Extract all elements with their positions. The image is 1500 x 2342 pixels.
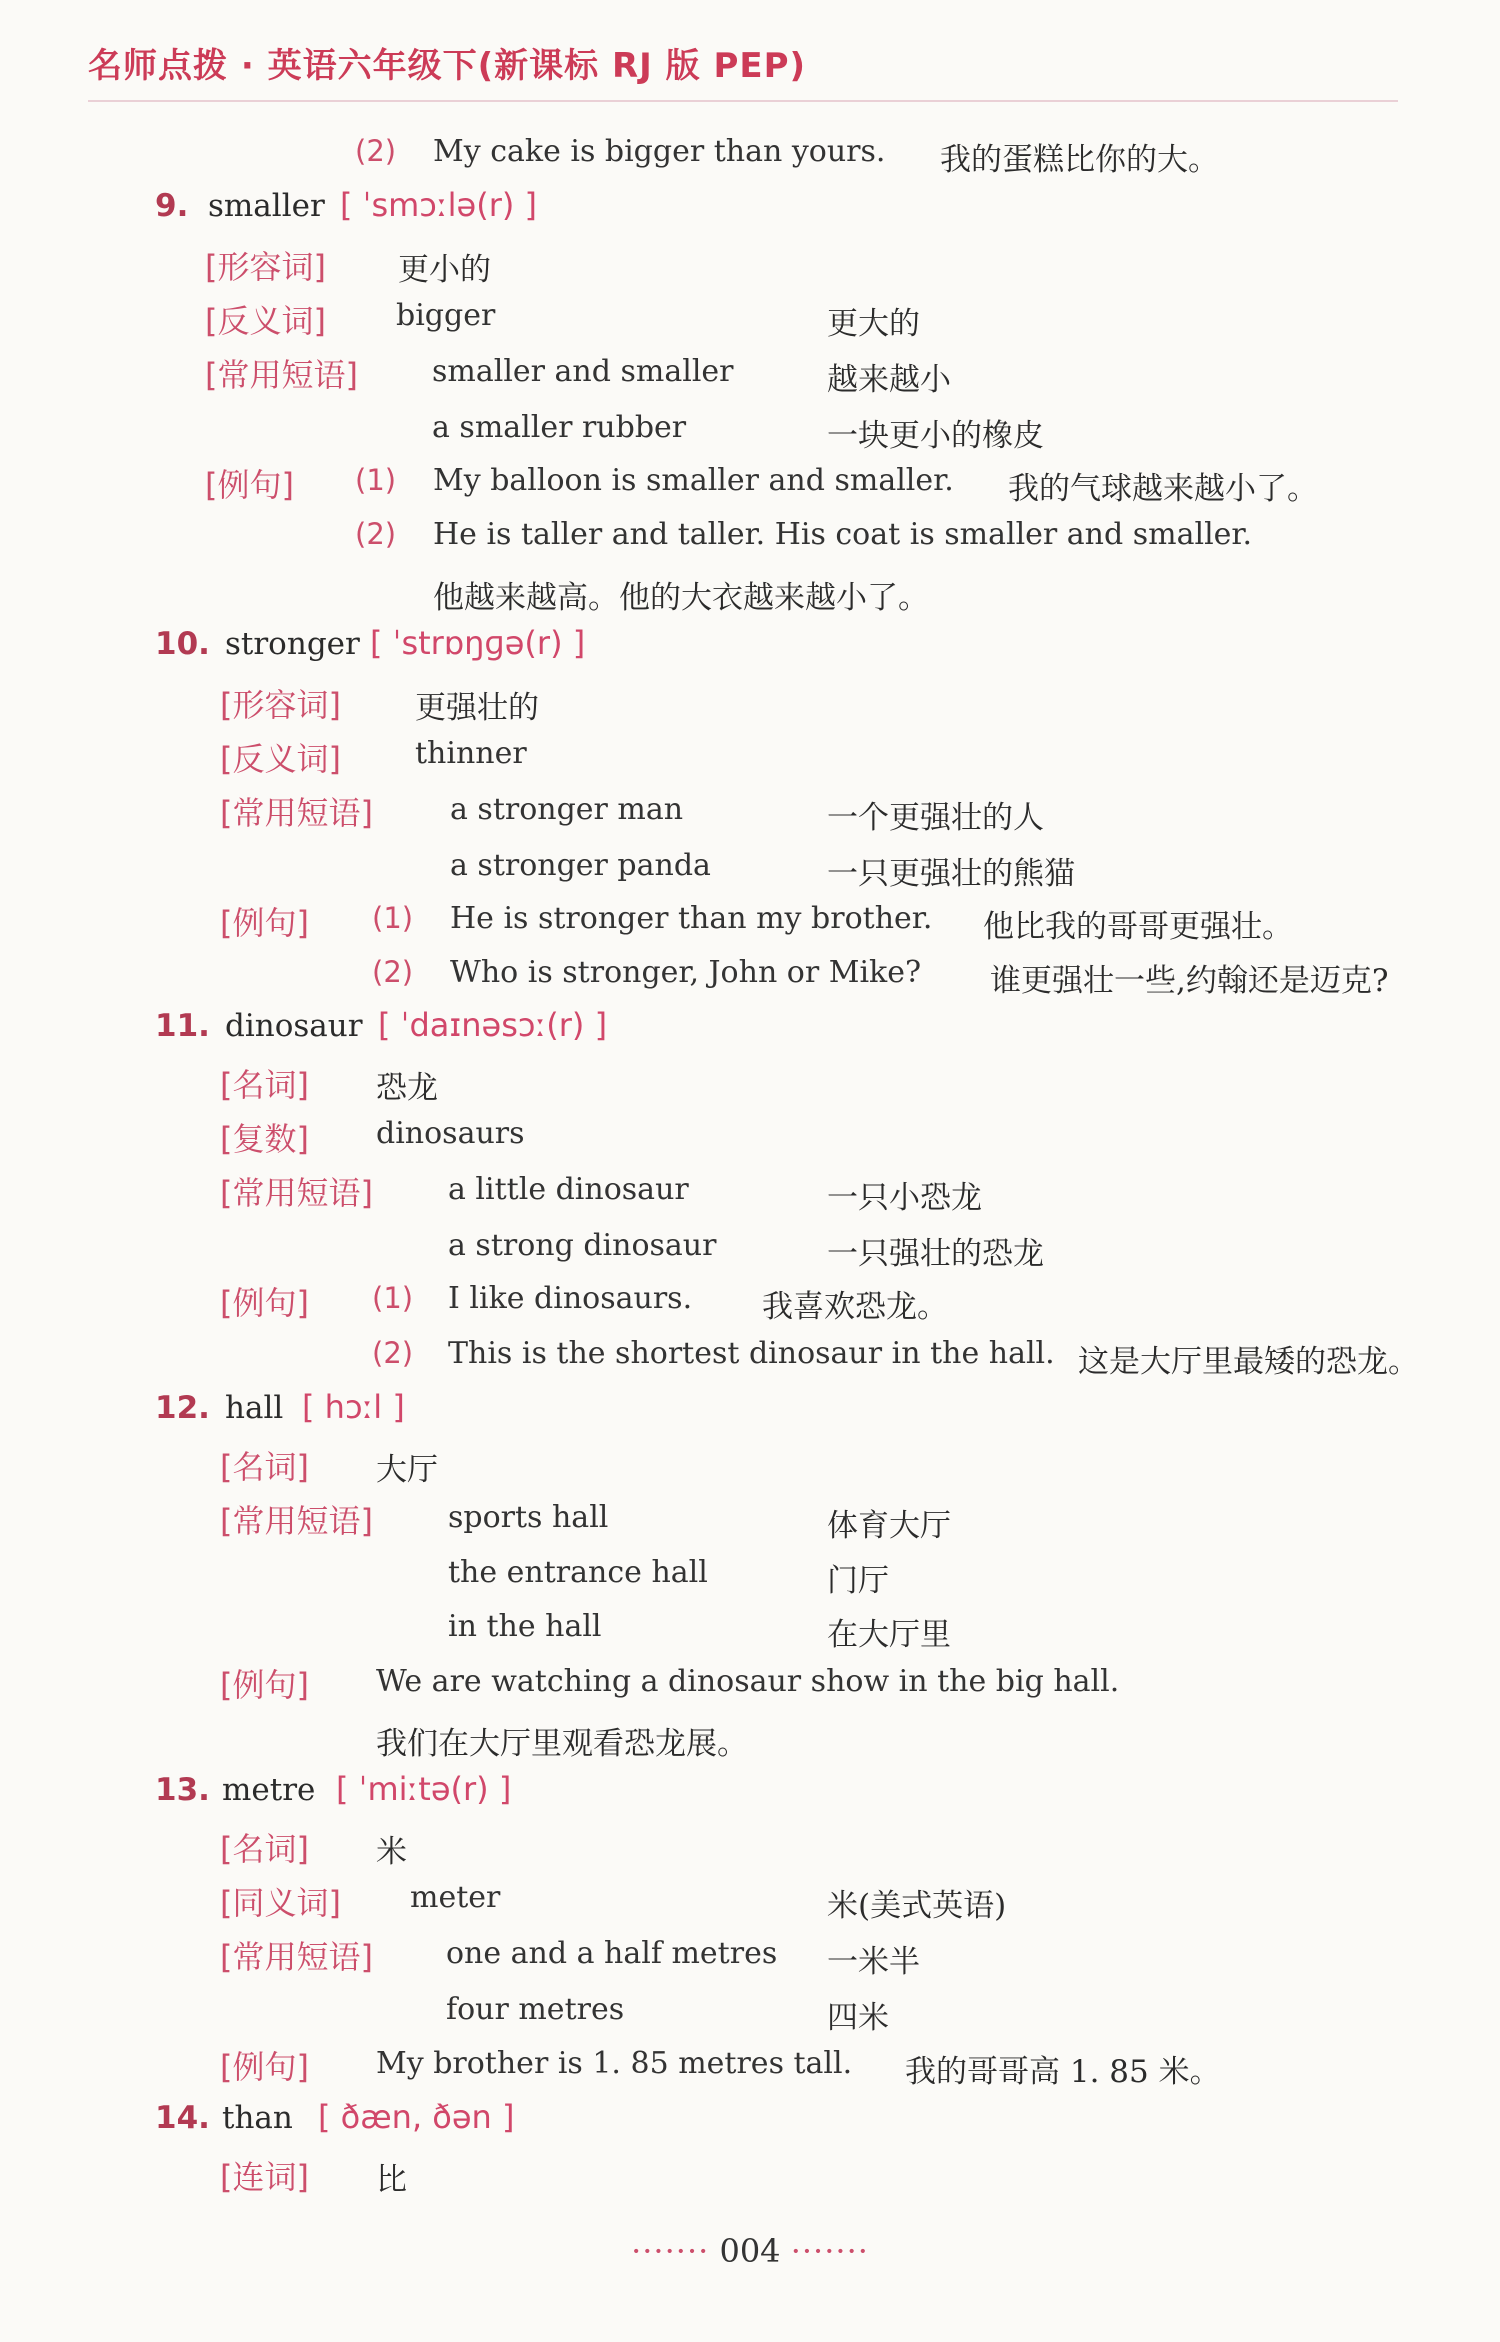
antonym-chinese: 更大的 xyxy=(827,306,920,342)
phrase-chinese: 一只小恐龙 xyxy=(827,1180,982,1216)
example-chinese: 我们在大厅里观看恐龙展。 xyxy=(376,1726,748,1762)
phrase-chinese: 一米半 xyxy=(827,1944,920,1980)
example-chinese: 我的气球越来越小了。 xyxy=(1008,471,1318,507)
example-chinese: 他比我的哥哥更强壮。 xyxy=(983,909,1293,945)
phrase-chinese: 门厅 xyxy=(827,1563,889,1599)
example-english: We are watching a dinosaur show in the big hall. xyxy=(376,1664,1120,1699)
label-phrases: [常用短语] xyxy=(205,356,358,394)
label-phrases: [常用短语] xyxy=(220,794,373,832)
phrase-english: a little dinosaur xyxy=(448,1172,689,1207)
phrase-chinese: 体育大厅 xyxy=(827,1508,951,1544)
entry-phonetic: [ ˈsmɔːlə(r) ] xyxy=(340,186,538,224)
label-example: [例句] xyxy=(205,466,294,504)
antonym-english: thinner xyxy=(415,736,527,771)
example-chinese: 我的蛋糕比你的大。 xyxy=(940,142,1219,178)
definition: 恐龙 xyxy=(376,1070,438,1106)
entry-phonetic: [ ˈdaɪnəsɔː(r) ] xyxy=(378,1006,608,1044)
definition: 更小的 xyxy=(398,252,491,288)
entry-number: 14. xyxy=(155,2100,210,2136)
phrase-english: one and a half metres xyxy=(446,1936,778,1971)
entry-word: metre xyxy=(222,1772,316,1808)
phrase-english: four metres xyxy=(446,1992,625,2027)
phrase-english: smaller and smaller xyxy=(432,354,734,389)
phrase-english: in the hall xyxy=(448,1609,602,1644)
example-english: He is stronger than my brother. xyxy=(450,901,933,936)
label-antonym: [反义词] xyxy=(220,740,341,778)
label-example: [例句] xyxy=(220,2048,309,2086)
example-english: He is taller and taller. His coat is smaller and smaller. xyxy=(433,517,1252,552)
phrase-english: a stronger panda xyxy=(450,848,711,883)
example-chinese: 我喜欢恐龙。 xyxy=(762,1289,948,1325)
example-chinese: 这是大厅里最矮的恐龙。 xyxy=(1078,1344,1419,1380)
label-adjective: [形容词] xyxy=(205,248,326,286)
entry-number: 9. xyxy=(155,188,189,224)
label-conjunction: [连词] xyxy=(220,2158,309,2196)
entry-phonetic: [ ðæn, ðən ] xyxy=(318,2098,515,2136)
label-synonym: [同义词] xyxy=(220,1884,341,1922)
definition: 米 xyxy=(376,1834,407,1870)
entry-word: hall xyxy=(225,1390,284,1426)
entry-word: dinosaur xyxy=(225,1008,363,1044)
example-chinese: 谁更强壮一些,约翰还是迈克? xyxy=(990,963,1389,999)
example-index: (2) xyxy=(372,1336,414,1370)
phrase-chinese: 在大厅里 xyxy=(827,1617,951,1653)
label-phrases: [常用短语] xyxy=(220,1502,373,1540)
entry-word: than xyxy=(222,2100,293,2136)
label-example: [例句] xyxy=(220,904,309,942)
label-noun: [名词] xyxy=(220,1830,309,1868)
phrase-chinese: 一个更强壮的人 xyxy=(827,800,1044,836)
phrase-chinese: 一块更小的橡皮 xyxy=(827,418,1044,454)
label-antonym: [反义词] xyxy=(205,302,326,340)
phrase-english: a strong dinosaur xyxy=(448,1228,717,1263)
example-index: (1) xyxy=(372,901,414,935)
label-plural: [复数] xyxy=(220,1120,309,1158)
page-number: 004 xyxy=(719,2232,781,2270)
entry-phonetic: [ hɔːl ] xyxy=(302,1388,405,1426)
phrase-chinese: 四米 xyxy=(827,2000,889,2036)
entry-number: 11. xyxy=(155,1008,210,1044)
example-index: (1) xyxy=(355,463,397,497)
entry-number: 13. xyxy=(155,1772,210,1808)
example-chinese: 他越来越高。他的大衣越来越小了。 xyxy=(433,580,929,616)
label-example: [例句] xyxy=(220,1284,309,1322)
footer-dots-left: ······· xyxy=(631,2232,710,2270)
page-footer xyxy=(0,2232,1500,2270)
phrase-chinese: 一只强壮的恐龙 xyxy=(827,1236,1044,1272)
example-index: (2) xyxy=(355,517,397,551)
definition: 更强壮的 xyxy=(415,690,539,726)
label-noun: [名词] xyxy=(220,1066,309,1104)
plural-form: dinosaurs xyxy=(376,1116,525,1151)
example-english: Who is stronger, John or Mike? xyxy=(450,955,922,990)
entry-phonetic: [ ˈstrɒŋɡə(r) ] xyxy=(370,624,586,662)
entry-number: 10. xyxy=(155,626,210,662)
entry-word: stronger xyxy=(225,626,360,662)
example-english: My balloon is smaller and smaller. xyxy=(433,463,954,498)
example-english: My cake is bigger than yours. xyxy=(433,134,886,169)
example-chinese: 我的哥哥高 1. 85 米。 xyxy=(905,2054,1221,2090)
definition: 比 xyxy=(376,2162,407,2198)
phrase-english: the entrance hall xyxy=(448,1555,708,1590)
example-english: This is the shortest dinosaur in the hall. xyxy=(448,1336,1055,1371)
antonym-english: bigger xyxy=(396,298,496,333)
entry-word: smaller xyxy=(208,188,325,224)
footer-dots-right: ······· xyxy=(790,2232,869,2270)
example-index: (1) xyxy=(372,1281,414,1315)
synonym-english: meter xyxy=(410,1880,501,1915)
example-english: I like dinosaurs. xyxy=(448,1281,693,1316)
phrase-english: sports hall xyxy=(448,1500,609,1535)
label-phrases: [常用短语] xyxy=(220,1174,373,1212)
label-example: [例句] xyxy=(220,1666,309,1704)
label-adjective: [形容词] xyxy=(220,686,341,724)
phrase-english: a stronger man xyxy=(450,792,684,827)
label-phrases: [常用短语] xyxy=(220,1938,373,1976)
synonym-chinese: 米(美式英语) xyxy=(827,1888,1007,1924)
phrase-chinese: 越来越小 xyxy=(827,362,951,398)
header-divider xyxy=(88,100,1398,102)
definition: 大厅 xyxy=(376,1452,438,1488)
phrase-english: a smaller rubber xyxy=(432,410,687,445)
phrase-chinese: 一只更强壮的熊猫 xyxy=(827,856,1075,892)
example-index: (2) xyxy=(355,134,397,168)
running-header: 名师点拨 · 英语六年级下(新课标 RJ 版 PEP) xyxy=(88,46,807,86)
label-noun: [名词] xyxy=(220,1448,309,1486)
entry-phonetic: [ ˈmiːtə(r) ] xyxy=(336,1770,512,1808)
example-index: (2) xyxy=(372,955,414,989)
entry-number: 12. xyxy=(155,1390,210,1426)
example-english: My brother is 1. 85 metres tall. xyxy=(376,2046,853,2081)
